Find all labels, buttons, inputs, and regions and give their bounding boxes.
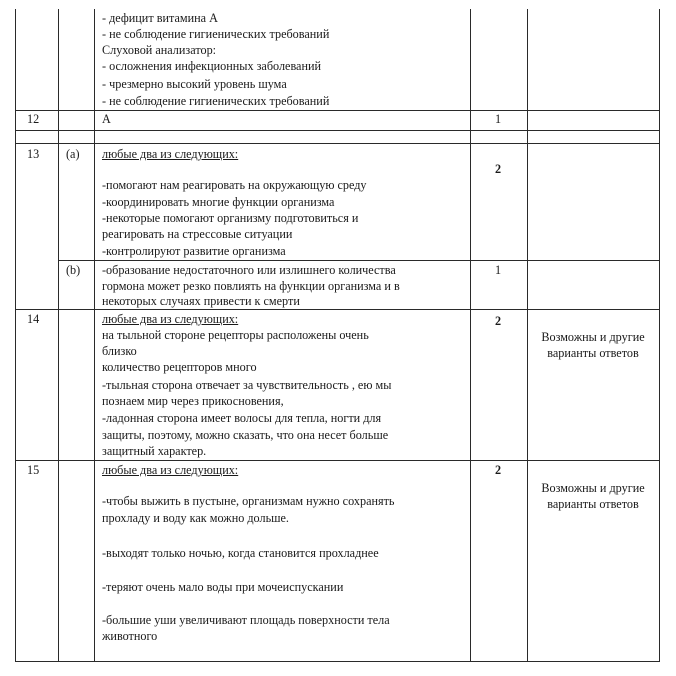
answer-line: -теряют очень мало воды при мочеиспускании (102, 580, 344, 594)
sub-question-label: (a) (66, 147, 80, 161)
question-number: 12 (27, 112, 40, 126)
answer-line: А (102, 112, 111, 126)
answer-line: -чтобы выжить в пустыне, организмам нужно сохранять (102, 494, 395, 508)
answer-line: Слуховой анализатор: (102, 43, 217, 57)
column-divider-sub (94, 9, 95, 662)
row-divider (15, 143, 660, 144)
answer-line: некоторых случаях привести к смерти (102, 294, 300, 308)
answer-line: -ладонная сторона имеет волосы для тепла, ногти для (102, 411, 382, 425)
answer-line: -большие уши увеличивают площадь поверхности тела (102, 613, 390, 627)
table-border-left (15, 9, 16, 662)
row-divider (15, 460, 660, 461)
answer-line: защитный характер. (102, 444, 207, 458)
answer-header: любые два из следующих: (102, 312, 239, 326)
column-divider-answer (470, 9, 471, 662)
answer-line: -тыльная сторона отвечает за чувствительность , ею мы (102, 378, 392, 392)
row-divider (15, 110, 660, 111)
answer-line: - дефицит витамина А (102, 11, 218, 25)
column-divider-number (58, 9, 59, 662)
note-text: Возможны и другие варианты ответов (541, 330, 645, 360)
row-divider (15, 309, 660, 310)
answer-line: близко (102, 344, 137, 358)
mark-value: 1 (495, 112, 502, 126)
answer-line: животного (102, 629, 158, 643)
answer-line: реагировать на стрессовые ситуации (102, 227, 293, 241)
answer-line: защиты, поэтому, можно сказать, что она несет больше (102, 428, 389, 442)
answer-line: прохладу и воду как можно дольше. (102, 511, 289, 525)
mark-value: 2 (495, 314, 502, 328)
question-number: 13 (27, 147, 40, 161)
question-number: 14 (27, 312, 40, 326)
answer-line: - не соблюдение гигиенических требований (102, 94, 330, 108)
answer-line: -некоторые помогают организму подготовиться и (102, 211, 359, 225)
answer-line: -помогают нам реагировать на окружающую среду (102, 178, 367, 192)
table-border-bottom (15, 661, 660, 662)
mark-value: 2 (495, 463, 502, 477)
answer-line: -образование недостаточного или излишнего количества (102, 263, 396, 277)
note-text: Возможны и другие варианты ответов (541, 481, 645, 511)
column-divider-mark (527, 9, 528, 662)
answer-line: - чрезмерно высокий уровень шума (102, 77, 287, 91)
answer-line: -выходят только ночью, когда становится прохладнее (102, 546, 379, 560)
mark-value: 1 (495, 263, 502, 277)
answer-header: любые два из следующих: (102, 463, 239, 477)
table-border-right (659, 9, 660, 662)
sub-question-label: (b) (66, 263, 81, 277)
answer-line: гормона может резко повлиять на функции организма и в (102, 279, 400, 293)
answer-line: - не соблюдение гигиенических требований (102, 27, 330, 41)
answer-line: -координировать многие функции организма (102, 195, 335, 209)
answer-line: количество рецепторов много (102, 360, 257, 374)
answer-header: любые два из следующих: (102, 147, 239, 161)
answer-line: познаем мир через прикосновения, (102, 394, 284, 408)
row-divider (15, 130, 660, 131)
row-divider (58, 260, 660, 261)
question-number: 15 (27, 463, 40, 477)
answer-line: - осложнения инфекционных заболеваний (102, 59, 322, 73)
answer-line: -контролируют развитие организма (102, 244, 286, 258)
answer-line: на тыльной стороне рецепторы расположены очень (102, 328, 369, 342)
mark-value: 2 (495, 162, 502, 176)
